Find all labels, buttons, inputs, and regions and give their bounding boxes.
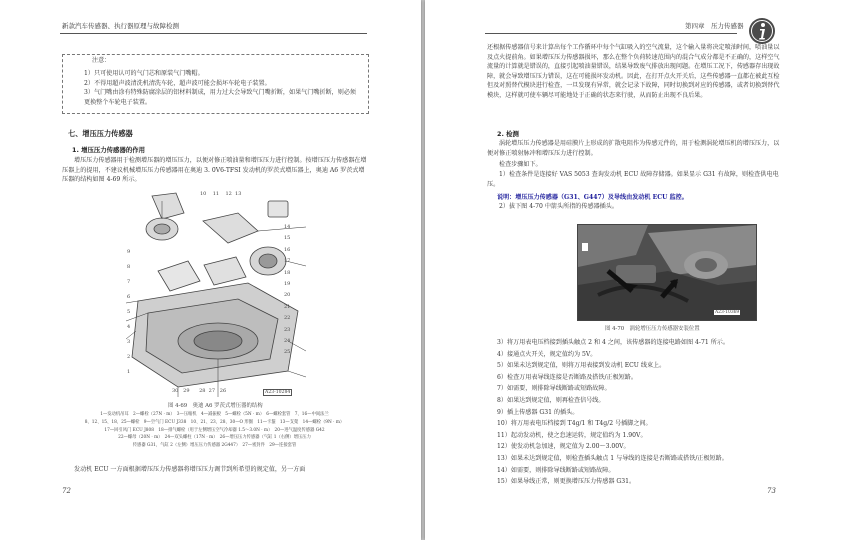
note-item-3: 3）气门嘴由涂有特殊防腐涂层的铝材料制成，用力过大会导致气门嘴折断，如果气门嘴折断，则必须更换整个车轮电子装置。	[84, 89, 357, 106]
bottom-paragraph: 发动机 ECU 一方面根据增压压力传感器将增压压力调节到所希望的规定值，另一方面	[74, 466, 306, 473]
legend-line-2: 8、12、15、18、25—螺栓 9—空气门 ECU J338 10、21、23、28、30—O 形圈 11—卡箍 13—支架 14—螺栓（9N · m）	[84, 419, 345, 425]
figure-caption: 图 4-69 奥迪 A6 罗茨式增压器的结构	[168, 403, 263, 409]
figure-callouts-right: 14 15 16 17 18 19 20 21 22 23 24 25	[284, 224, 291, 356]
left-header-rule	[60, 33, 367, 34]
continued-paragraph: 还根据传感器信号来计算出每个工作循环中每个气缸吸入的空气流量，这个输入量将决定喷油时间，喷油量以及点火提前角。如果增压压力传感器损坏，那么在整个负荷转速范围内的混合气成分都是不正确的，这样空气流量的计算就是错误的，直接引起喷油量错误，结果导致废气排放出现问题。在增压工况下，传感器存出现故障，就会导致增压压力错误，这在可能损坏发动机。因此，在打开点火开关后，这些传感器一直都在被此互检但及对照替代模块进行检查，一旦发现有异常，就会记录下故障，同时切换到对应的传感器，或者切换到替代模块，这样就可使车辆尽可能地处于正确的状态来行驶，从而防止出现不良后果。	[487, 44, 780, 99]
step-15: 15）如果导线正常，则更换增压压力传感器 G31。	[497, 478, 636, 486]
right-running-header: 第四章 压力传感器	[685, 22, 744, 30]
figure-callouts-left: 9 8 7 6 5 4 3 2 1	[127, 249, 131, 375]
step-10: 10）将万用表电压档接到 T4g/1 和 T4g/2 号插脚之间。	[497, 420, 652, 428]
section-title: 七、增压压力传感器	[68, 129, 133, 138]
photo-code: A23-10369	[715, 310, 740, 315]
step-5: 5）如果未达到规定值，则将万用表接到发动机 ECU 线束上。	[497, 362, 666, 370]
right-page	[425, 0, 845, 540]
step-13: 13）如果未达到规定值，则检查插头触点 1 与导线的连接是否断路或搭铁/正极短路。	[497, 454, 728, 462]
note-title: 注意：	[92, 57, 111, 64]
legend-line-1: 1—发动机吊耳 2—螺栓（27N · m） 3—压缩机 4—减振板 5—螺栓（5N · m） 6—螺栓套管 7、16—中间法兰	[100, 412, 329, 417]
photo-caption: 图 4-70 涡轮增压压力传感器安装位置	[605, 326, 700, 332]
subsection-title: 1. 增压压力传感器的作用	[72, 146, 146, 154]
step-8: 8）如果达到规定值，则再检查信号线。	[497, 396, 605, 404]
check-paragraph: 涡轮增压压力传感器是用硅膜片上形成的扩散电阻作为传感元件的，用于检测涡轮增压机的增压压力，以便对修正喷射脉冲和增压压力进行控制。	[487, 140, 780, 157]
figure-legend	[62, 411, 367, 450]
step-6: 6）检查万用表导线连接是否断路及搭铁/正极短路。	[497, 373, 637, 381]
figure-callouts-bottom: 30 29 28 27 26	[172, 388, 227, 394]
note-items	[84, 69, 358, 107]
left-page-number: 72	[62, 487, 71, 495]
figure-callouts-top: 10 11 12 13	[200, 191, 242, 197]
step-11: 11）起动发动机，使之怠速运转，规定值约为 1.90V。	[497, 431, 647, 439]
info-i-icon	[748, 17, 776, 45]
engine-bay-illustration	[578, 225, 756, 320]
step-4: 4）接通点火开关，规定值约为 5V。	[497, 350, 597, 358]
step-12: 12）使发动机急加速，规定值为 2.00～3.00V。	[497, 443, 630, 451]
left-running-header: 新款汽车传感器、执行器原理与故障检测	[62, 22, 179, 30]
step-9: 9）插上传感器 G31 的插头。	[497, 408, 579, 416]
left-page	[0, 0, 421, 540]
sensor-location-photo	[577, 224, 757, 321]
note-item-1: 1）只可使用认可的气门芯和原装气门嘴帽。	[84, 70, 204, 77]
figure-code: A23-10284	[265, 390, 291, 395]
steps-intro: 检查步骤如下。	[499, 161, 542, 168]
check-title: 2. 检测	[497, 130, 519, 138]
legend-line-3: 17—回引风门 ECU J808 18—排气螺栓（用于左侧增压空气冷却器 1.5～3.0N · m） 20—进气温度传感器 G42	[104, 427, 325, 433]
right-header-rule	[485, 33, 737, 34]
legend-line-5: 传感器 G31，气缸 2（左侧）增压压力传感器 2G447） 27—密封件 29—连接套管	[132, 443, 297, 449]
step-2: 2）拔下图 4-70 中箭头所指的传感器插头。	[499, 203, 618, 210]
step-1: 1）检查条件是连接好 VAS 5053 查询发动机 ECU 故障存储器。如果显示 G31 有故障，则检查供电电压。	[487, 171, 779, 188]
intro-paragraph: 增压压力传感器用于检测增压器的增压压力，以便对修正喷油量和增压压力进行控制。按增压压力传感器在增压器上的提用，不建议机械增压压力传感器用在奥迪 3. 0V6-TFSI 发动机的罗茨式增压器上，奥迪 A6 罗茨式增压器的结构如图 4-69 所示。	[62, 157, 367, 184]
step-14: 14）如需要，则排除导线断路或短路故障。	[497, 466, 615, 474]
note-item-2: 2）不得用超声波清洗机清洗车轮，超声波可能会损坏车轮电子装置。	[84, 79, 271, 87]
step-3: 3）将万用表电压档接到插头触点 2 和 4 之间，该传感器的连接电路如图 4-71 所示。	[497, 339, 729, 346]
step-7: 7）如需要，则排除导线断路或短路故障。	[497, 385, 611, 393]
instruction-note: 说明：增压压力传感器（G31、G447）及导线由发动机 ECU 监控。	[497, 194, 688, 201]
step-list	[497, 337, 782, 488]
right-page-number: 73	[767, 487, 776, 495]
legend-line-4: 22—螺母（20N · m） 24—双头螺柱（17N · m） 26—增压压力传感器（气缸 1（右侧）增压压力	[118, 435, 311, 441]
